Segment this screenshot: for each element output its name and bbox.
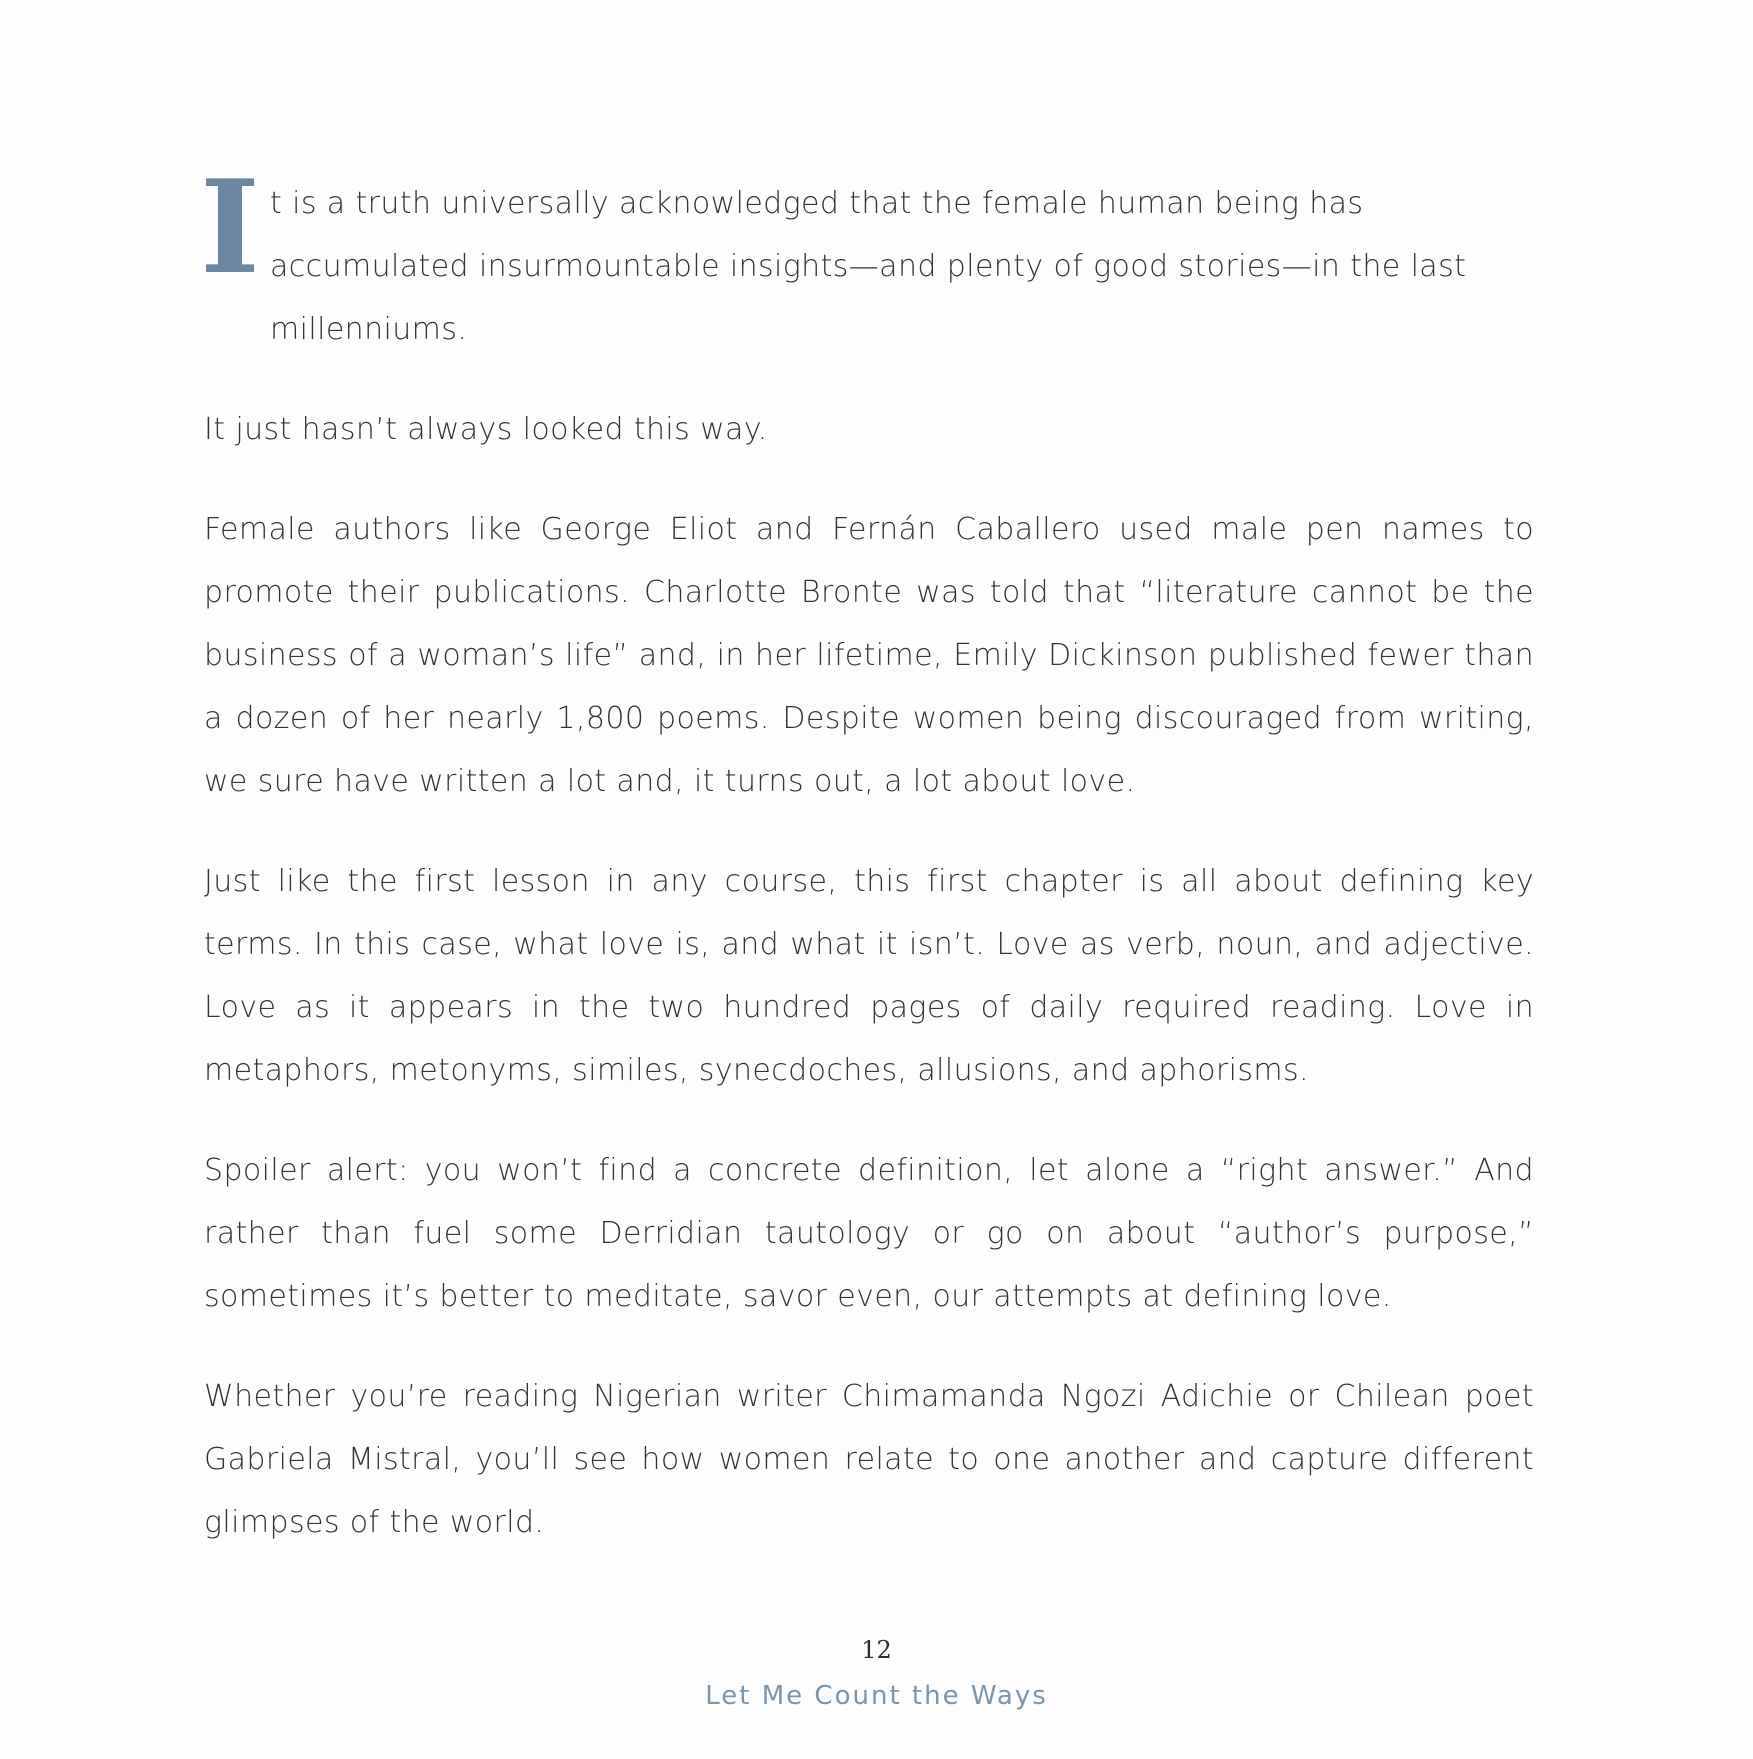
opening-paragraph [200, 153, 1534, 361]
drop-cap: I [200, 153, 261, 303]
paragraph: Female authors like George Eliot and Fernán Caballero used male pen names to promote their publications. Charlotte Bronte was told that “literature cannot be the business of a woman’s life” and, in her lifetime, Emily Dickinson published fewer than a dozen of her nearly 1,800 poems. Despite women being discouraged from writing, we sure have written a lot and, it turns out, a lot about love. [204, 512, 1534, 799]
running-footer-title: Let Me Count the Ways [705, 1681, 1048, 1711]
body-text [200, 153, 1534, 1591]
paragraph: Spoiler alert: you won’t find a concrete definition, let alone a “right answer.” And rather than fuel some Derridian tautology or go on about “author’s purpose,” sometimes it’s better to meditate, savor even, our attempts at defining love. [204, 1153, 1534, 1314]
paragraph: Just like the first lesson in any course, this first chapter is all about defining key terms. In this case, what love is, and what it isn’t. Love as verb, noun, and adjective. Love as it appears in the two hundred pages of daily required reading. Love in metaphors, metonyms, similes, synecdoches, allusions, and aphorisms. [204, 864, 1534, 1088]
paragraph: Whether you’re reading Nigerian writer Chimamanda Ngozi Adichie or Chilean poet Gabriela Mistral, you’ll see how women relate to one another and capture different glimpses of the world. [204, 1379, 1534, 1540]
paragraph: It just hasn’t always looked this way. [204, 412, 768, 447]
opening-paragraph-text: t is a truth universally acknowledged that the female human being has accumulated insurmountable insights—and plenty of good stories—in the last millenniums. [270, 186, 1467, 347]
page-number: 12 [861, 1636, 892, 1664]
